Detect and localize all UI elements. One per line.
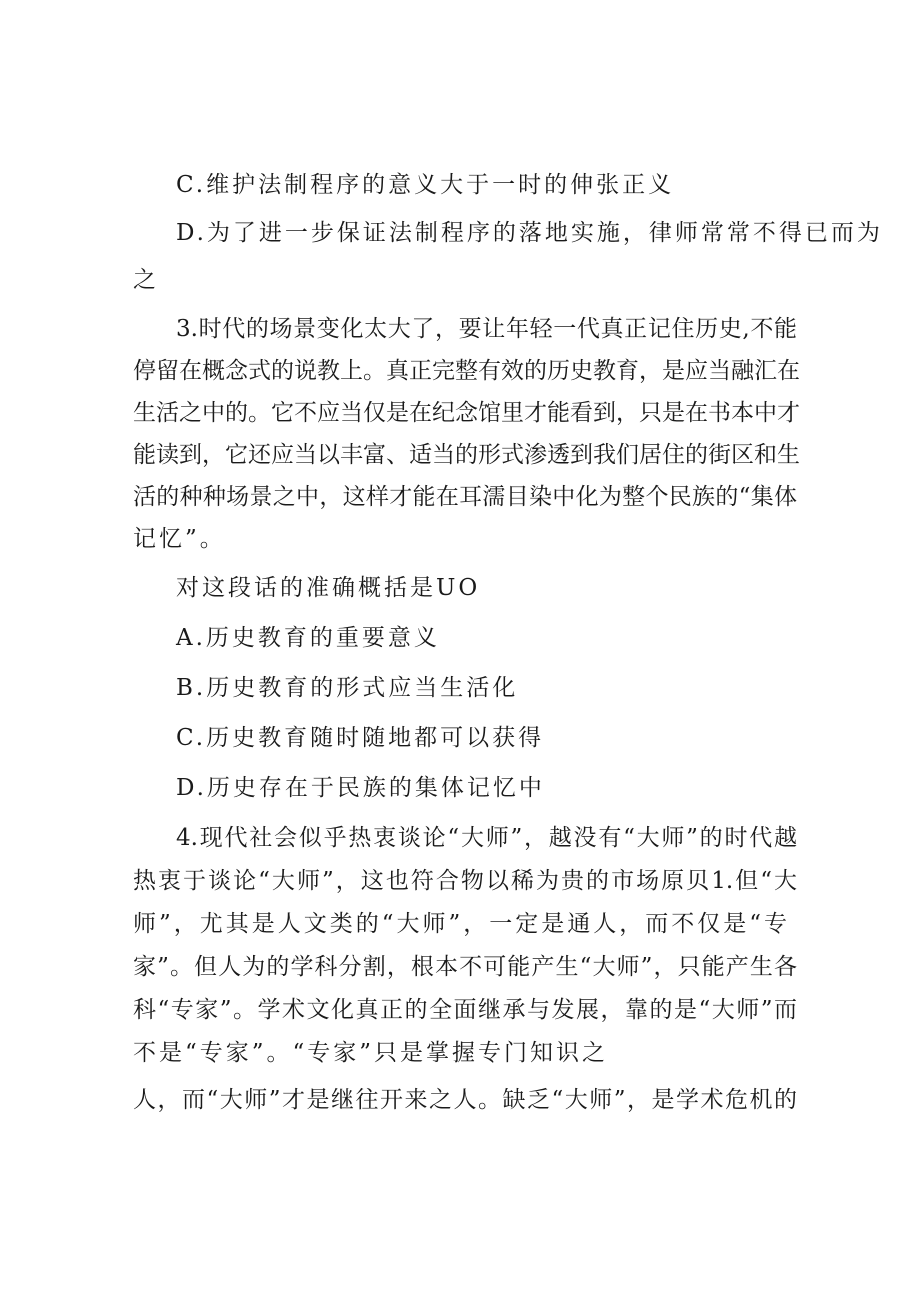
q2-option-d-line-2: 之	[133, 267, 159, 293]
q3-option-c: C.历史教育随时随地都可以获得	[176, 725, 545, 751]
q3-line-5: 活的种种场景之中，这样才能在耳濡目染中化为整个民族的“集体	[133, 484, 797, 510]
q4-line-2: 热衷于谈论“大师”，这也符合物以稀为贵的市场原贝1.但“大	[133, 868, 797, 894]
q3-line-3: 生活之中的。它不应当仅是在纪念馆里才能看到，只是在书本中才	[133, 400, 800, 426]
q4-line-4: 家”。但人为的学科分割，根本不可能产生“大师”，只能产生各	[133, 954, 797, 980]
q4-line-1: 4.现代社会似乎热衷谈论“大师”，越没有“大师”的时代越	[176, 825, 797, 851]
q3-line-4: 能读到，它还应当以丰富、适当的形式渗透到我们居住的街区和生	[133, 442, 800, 468]
q3-line-1: 3.时代的场景变化太大了，要让年轻一代真正记住历史,不能	[176, 316, 797, 342]
q2-option-d-line-1: D.为了进一步保证法制程序的落地实施，律师常常不得已而为	[176, 220, 883, 246]
q3-option-b: B.历史教育的形式应当生活化	[176, 675, 519, 701]
q3-option-a: A.历史教育的重要意义	[176, 625, 440, 651]
q3-prompt: 对这段话的准确概括是UO	[176, 575, 481, 601]
q3-option-d: D.历史存在于民族的集体记忆中	[176, 775, 545, 801]
q4-line-5: 科“专家”。学术文化真正的全面继承与发展，靠的是“大师”而	[133, 997, 797, 1023]
q3-line-6: 记忆”。	[133, 526, 226, 552]
q3-line-2: 停留在概念式的说教上。真正完整有效的历史教育，是应当融汇在	[133, 358, 800, 384]
q2-option-c: C.维护法制程序的意义大于一时的伸张正义	[176, 172, 675, 198]
q4-line-3: 师”，尤其是人文类的“大师”，一定是通人，而不仅是“专	[133, 911, 787, 937]
q4-line-6: 不是“专家”。“专家”只是掌握专门知识之	[133, 1040, 609, 1066]
q4-line-7: 人，而“大师”才是继往开来之人。缺乏“大师”，是学术危机的	[133, 1087, 797, 1113]
